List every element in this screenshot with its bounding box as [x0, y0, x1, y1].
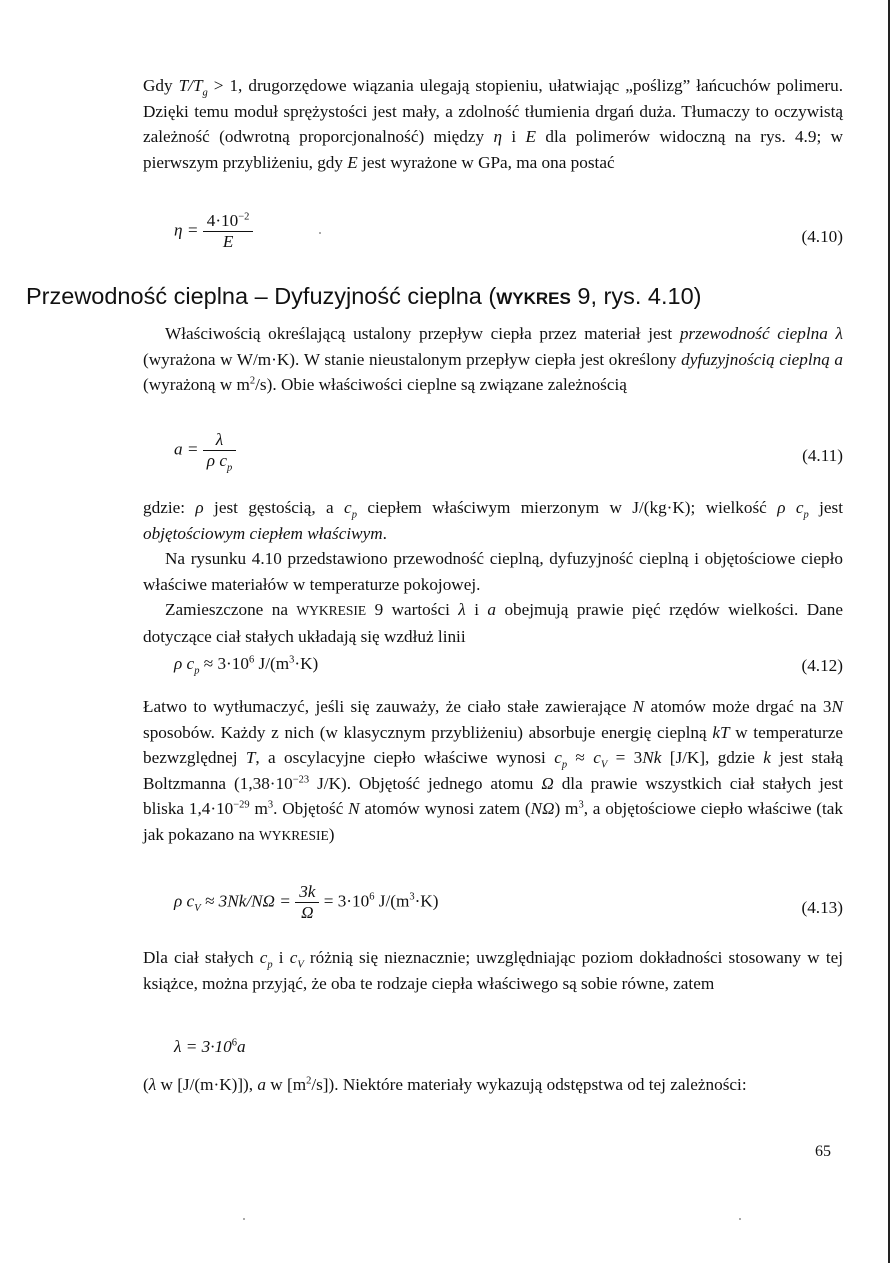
equation-4-11: a = $\frac{\lambda}{\rho c_p}$ [174, 430, 236, 471]
page-number: 65 [815, 1143, 831, 1160]
equation-number-4-13: (4.13) [801, 898, 843, 917]
equation-lambda: $\lambda = 3\cdot 10^6a$ [174, 1037, 246, 1056]
paragraph-explanation: Łatwo to wytłumaczyć, jeśli się zauważy, że ciało stałe zawierające N atomów może drgać na 3N sposobów. Każdy z nich (w klasycznym przybliżeniu) absorbuje energię cieplną kT w temperaturze bezwzględnej T, a oscylacyjne ciepło właściwe wynosi $c_p \approx c_V = 3Nk$ [J/K], gdzie k jest stałą Boltzmanna ($1,38\cdot 10^{-23}$ J/K). Objętość jednego atomu Ω dla prawie wszystkich ciał stałych jest bliska $1,4\cdot 10^{-29}$ $m^3$. Objętość N atomów wynosi zatem (NΩ) $m^3$, a objętościowe ciepło właściwe (tak jak pokazano na WYKRESIE) [143, 697, 844, 844]
equation-4-12: ρ $c_p \approx 3\cdot 10^6$ $J/(m^3\cdot K)$ [174, 654, 319, 677]
fraction-4-11: $\frac{\lambda}{\rho c_p}$ [203, 430, 236, 471]
fraction-4-10: $\frac{4\cdot 10^{-2}}{E}$ [203, 211, 254, 252]
fraction-4-13: $\frac{3k}{\Omega}$ [295, 882, 319, 923]
page-edge-line [888, 0, 890, 1263]
equation-number-4-11: (4.11) [802, 446, 843, 465]
equation-number-4-10: (4.10) [801, 227, 843, 246]
section-heading: Przewodność cieplna – Dyfuzyjność cieplna (WYKRES 9, rys. 4.10) [26, 283, 702, 309]
paragraph-where: gdzie: ρ jest gęstością, a $c_p$ ciepłem właściwym mierzonym w J/(kg·K); wielkość ρ $c_p$ jest objętościowym ciepłem właściwym. Na rysunku 4.10 przedstawiono przewodność cieplną, dyfuzyjność cieplną i objętościowe ciepło właściwe materiałów w temperaturze pokojowej. Zamieszczone na WYKRESIE 9 wartości λ i a obejmują prawie pięć rzędów wielkości. Dane dotyczące ciał stałych układają się wzdłuż linii [143, 498, 843, 646]
scan-speck [739, 1218, 741, 1220]
equation-number-4-12: (4.12) [801, 656, 843, 675]
scan-speck [243, 1218, 245, 1220]
paragraph-solids: Dla ciał stałych $c_p$ i $c_V$ różnią się nieznacznie; uwzględniając poziom dokładności stosowany w tej książce, można przyjąć, że oba te rodzaje ciepła właściwego są sobie równe, zatem [143, 948, 843, 993]
equation-4-13: ρ $c_V \approx 3Nk/N\Omega$ = $\frac{3k}{\Omega}$ = $3\cdot 10^6$ $J/(m^3\cdot K)$ [174, 882, 439, 922]
paragraph-polymer-damping: Gdy $T/T_g > 1$, drugorzędowe wiązania ulegają stopieniu, ułatwiając „poślizg” łańcuchów polimeru. Dzięki temu moduł sprężystości jest mały, a zdolność tłumienia drgań duża. Tłumaczy to oczywistą zależność (odwrotną proporcjonalność) między η i E dla polimerów widoczną na rys. 4.9; w pierwszym przybliżeniu, gdy E jest wyrażone w GPa, ma ona postać [143, 76, 843, 172]
paragraph-units: (λ w [J/(m·K)]), a w $[m^2/s]$). Niektóre materiały wykazują odstępstwa od tej zależności: [143, 1075, 747, 1094]
paragraph-figure-ref: Na rysunku 4.10 przedstawiono przewodność cieplną, dyfuzyjność cieplną i objętościowe ciepło właściwe materiałów w temperaturze pokojowej. [143, 549, 843, 594]
equation-4-10: η = $\frac{4\cdot 10^{-2}}{E}$ [174, 211, 253, 252]
paragraph-definitions: Właściwością określającą ustalony przepływ ciepła przez materiał jest przewodność cieplna λ (wyrażona w W/m·K). W stanie nieustalonym przepływ ciepła jest określony dyfuzyjnością cieplną a (wyrażoną w $m^2/s$). Obie właściwości cieplne są związane zależnością [143, 324, 843, 394]
scan-speck [319, 232, 321, 234]
